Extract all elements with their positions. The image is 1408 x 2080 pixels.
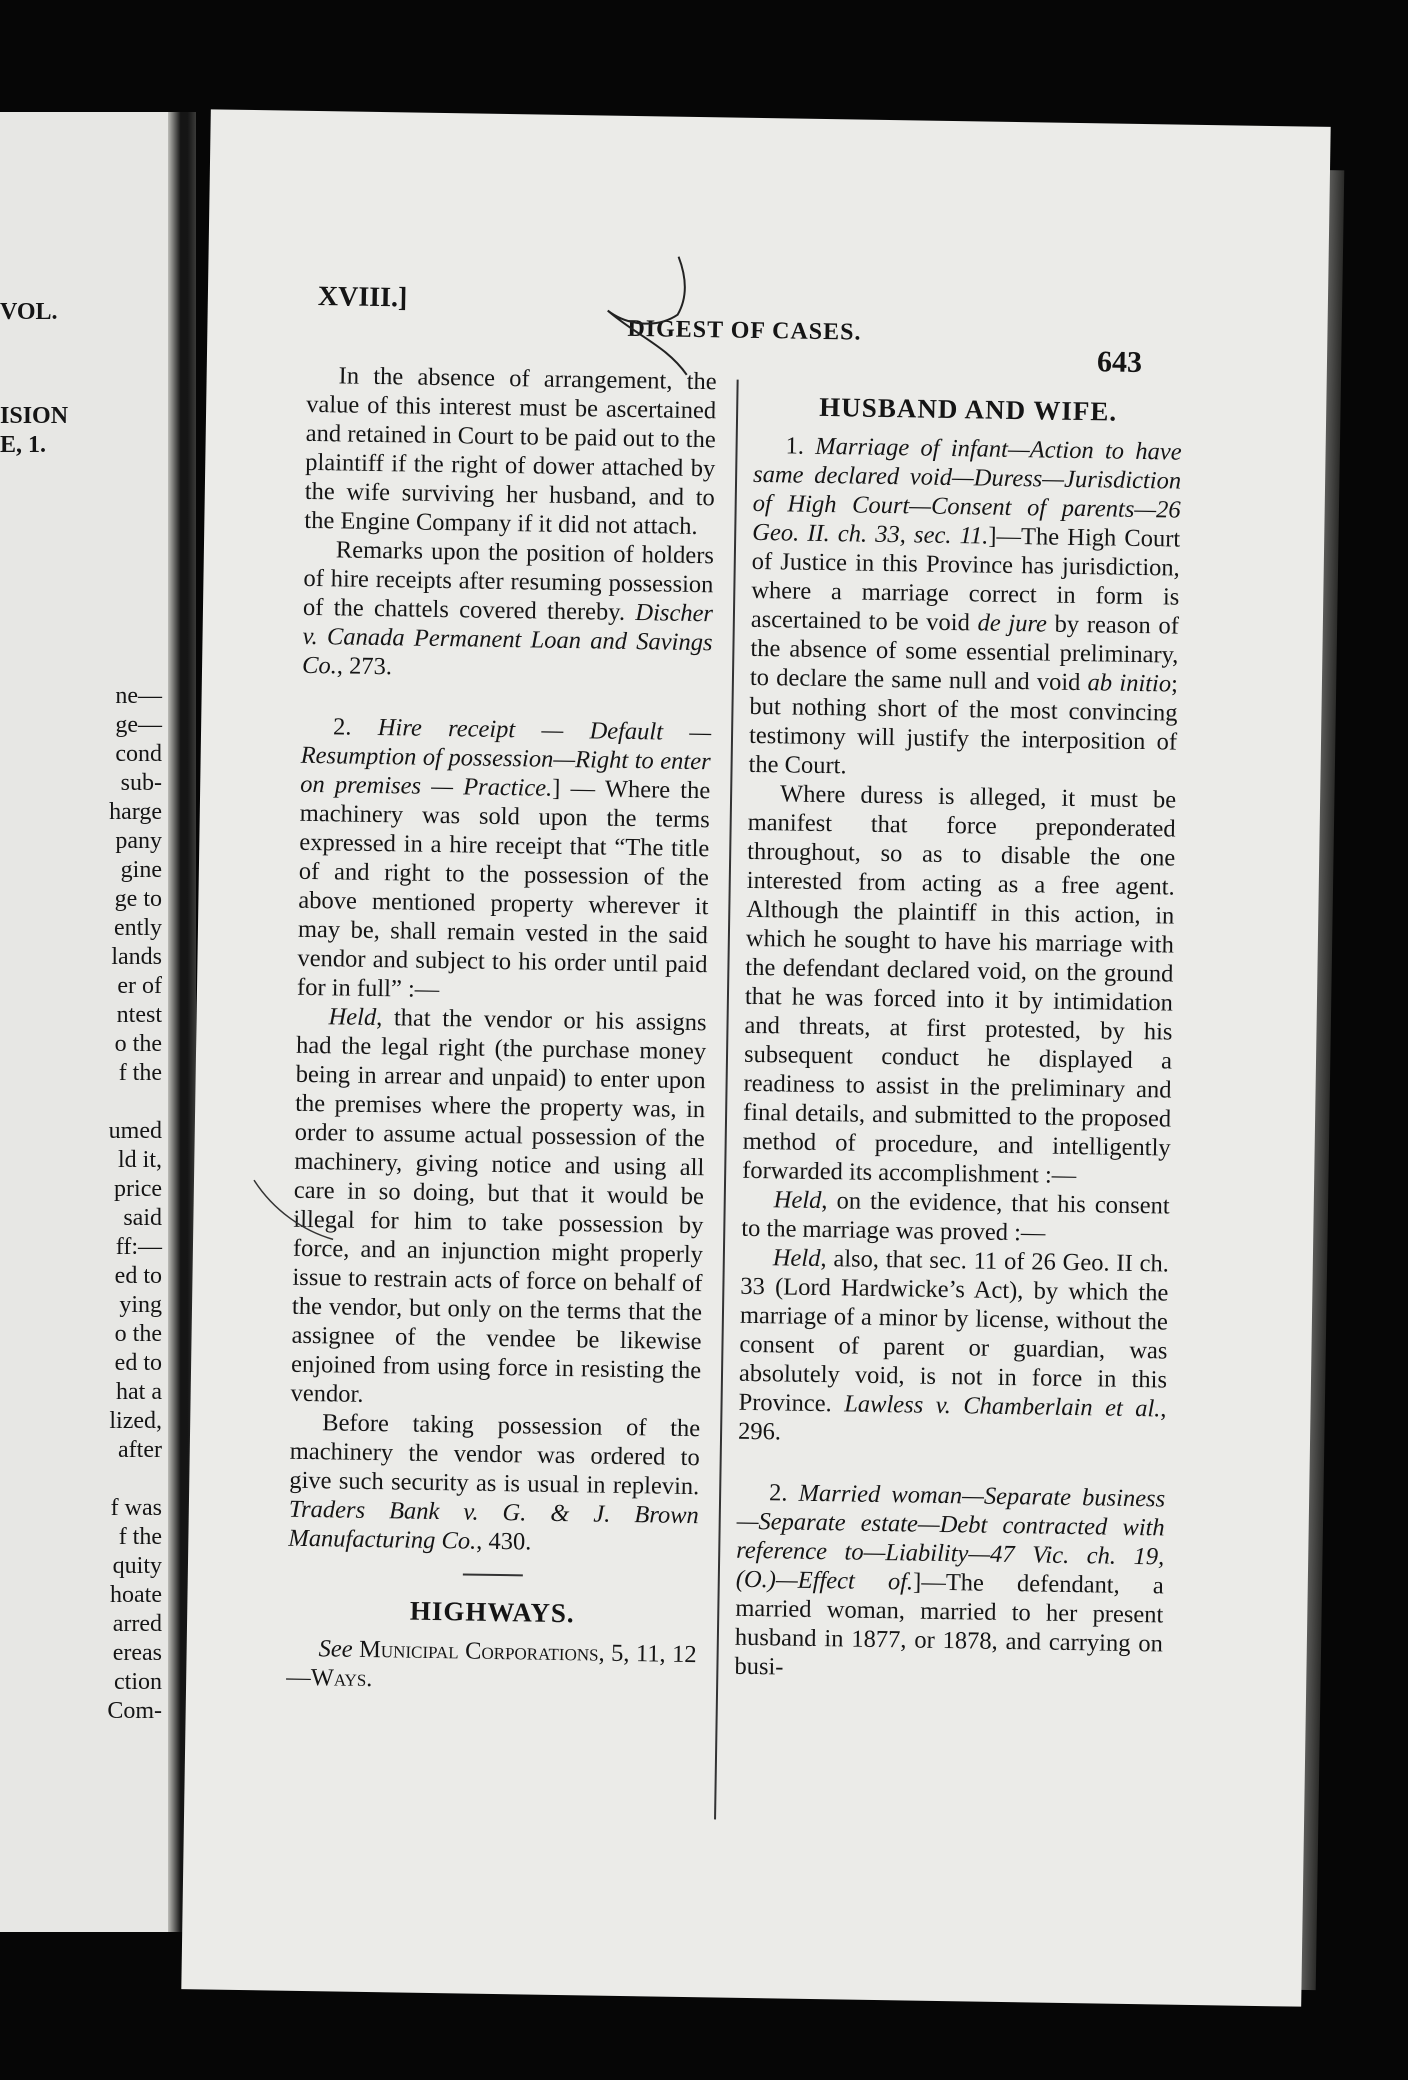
- left-page-line: er of: [117, 973, 162, 999]
- left-page-line: cond: [115, 741, 162, 767]
- left-page-line: arred: [112, 1611, 162, 1637]
- case-citation: Discher v. Canada Permanent Loan and Savings Co.: [301, 599, 714, 680]
- page-number: 643: [1096, 345, 1143, 379]
- cross-ref-numbers: , 5, 11, 12—: [286, 1639, 697, 1692]
- entry-heading: Hire receipt — Default — Resumption of possession—Right to enter on premises — Practice.: [300, 714, 712, 802]
- left-page-line: ction: [114, 1669, 162, 1695]
- right-column: [734, 386, 1182, 1688]
- paragraph-duress: Where duress is alleged, it must be manifest that force preponderated throughout, so as to disable the one interested from acting as a free agent. Although the plaintiff in this action, in which he sought to have his marriage with the defendant declared void, on the ground that he was forced into it by intimidation and threats, at first protested, by his subsequent conduct he displayed a readiness to assist in the preliminary and final details, and submitted to the proposed method of procedure, and intelligently forwarded its accomplishment :—: [742, 780, 1177, 1190]
- left-page-line: f the: [118, 1060, 162, 1086]
- held-label: Held: [328, 1003, 377, 1032]
- running-head-title: DIGEST OF CASES.: [627, 315, 862, 346]
- left-page-line: quity: [112, 1553, 162, 1579]
- left-page-line: pany: [115, 828, 162, 854]
- digest-entry-marriage-infant: [748, 431, 1181, 786]
- left-page-line: ying: [119, 1292, 162, 1318]
- left-page-line: after: [118, 1437, 162, 1463]
- left-page-line: Com-: [107, 1698, 162, 1724]
- left-page-header-line: E, 1.: [0, 432, 47, 458]
- left-page-line: ff:—: [115, 1234, 162, 1260]
- entry-text: ] — Where the machinery was sold upon the terms expressed in a hire receipt that “The title of and right to the possession of the above mentioned property wherever it may be, shall remain vested in the said vendor and subject to his order until paid for in full” :—: [296, 774, 711, 1004]
- left-page-line: ereas: [112, 1640, 162, 1666]
- left-page-line: said: [123, 1205, 162, 1231]
- held-text: , that the vendor or his assigns had the legal right (the purchase money being in arrear and unpaid) to enter upon the premises where the property was, in order to assume actual possession of the machinery, giving notice and using all care in so doing, but that it would be illegal for him to take possession by force, and an injunction might properly issue to restrain acts of force on behalf of the vendor, but only on the terms that the assignee of the vendee be likewise enjoined from using force in resisting the vendor.: [290, 1004, 707, 1408]
- left-page-fragment: [0, 112, 168, 1932]
- section-rule: [463, 1573, 523, 1576]
- left-page-line: ge—: [115, 712, 162, 738]
- left-page-line: price: [114, 1176, 162, 1202]
- left-page-line: lands: [111, 944, 162, 970]
- left-page-text-lines: [107, 682, 162, 1726]
- left-page-line: o the: [114, 1321, 162, 1347]
- cross-ref-ways: Ways: [310, 1664, 367, 1692]
- case-page: , 296.: [737, 1395, 1167, 1446]
- held-text: , on the evidence, that his consent to the marriage was proved :—: [741, 1187, 1170, 1247]
- latin-de-jure: de jure: [977, 609, 1048, 638]
- paragraph-held-also: [738, 1243, 1169, 1453]
- entry-text: ]—The defendant, a married woman, married to her present husband in 1877, or 1878, and carrying on busi-: [734, 1568, 1164, 1681]
- left-page-line: o the: [114, 1031, 162, 1057]
- cross-ref-end: .: [366, 1664, 373, 1693]
- entry-heading: Married woman—Separate business—Separate estate—Debt contracted with reference to—Liability—47 Vic. ch. 19, (O.)—Effect of.: [735, 1479, 1166, 1596]
- left-page-line: gine: [120, 857, 162, 883]
- cross-ref-municipal: Municipal Corporations: [358, 1635, 599, 1667]
- left-page-line: f was: [110, 1495, 162, 1521]
- paragraph-remarks: [302, 535, 714, 686]
- held-text: , also, that sec. 11 of 26 Geo. II ch. 33 (Lord Hardwicke’s Act), by which the marriage of a minor by license, without the consent of parent or guardian, was absolutely void, is not in force in this Province.: [738, 1245, 1170, 1418]
- digest-entry-hire-receipt: [297, 712, 712, 1008]
- section-title-husband-wife: HUSBAND AND WIFE.: [819, 391, 1118, 427]
- entry-number: 1.: [785, 432, 805, 460]
- remarks-text: Remarks upon the position of holders of hire receipts after resuming possession of the chattels covered thereby.: [302, 536, 715, 626]
- entry-text-c: ; but nothing short of the most convincing testimony will justify the interposition of the Court.: [748, 670, 1179, 780]
- see-label: See: [318, 1635, 353, 1663]
- left-page-line: ed to: [114, 1263, 162, 1289]
- left-page-header-line: ISION: [0, 403, 69, 429]
- entry-heading: Marriage of infant—Action to have same declared void—Duress—Jurisdiction of High Court—Consent of parents—26 Geo. II. ch. 33, sec. 11.: [752, 432, 1182, 550]
- left-page-line: harge: [109, 799, 162, 825]
- left-page-line: umed: [108, 1118, 162, 1144]
- left-page-line: ently: [114, 915, 162, 941]
- entry-number: 2.: [332, 713, 352, 741]
- case-page: , 430.: [476, 1527, 532, 1556]
- case-citation: Lawless v. Chamberlain et al.: [844, 1390, 1161, 1423]
- paragraph-before-taking: [288, 1408, 700, 1559]
- left-page-line: lized,: [109, 1408, 162, 1434]
- left-page-line: hat a: [116, 1379, 162, 1405]
- left-page-header: [0, 402, 68, 460]
- paragraph-arrangement: In the absence of arrangement, the value of this interest must be ascertained and retained in Court to be paid out to the plaintiff if the right of dower attached by the wife surviving her husband, and to the Engine Company if it did not attach.: [304, 362, 717, 541]
- entry-number: 2.: [768, 1479, 788, 1507]
- left-page-line: ge to: [114, 886, 162, 912]
- left-page-line: ld it,: [117, 1147, 162, 1173]
- paragraph-held-evidence: [741, 1185, 1170, 1250]
- left-page-line: ne—: [115, 683, 162, 709]
- before-text: Before taking possession of the machinery the vendor was ordered to give such security as is usual in replevin.: [289, 1409, 701, 1501]
- pencil-scribble: [607, 256, 689, 375]
- left-page-line: ntest: [116, 1002, 162, 1028]
- entry-text-a: ]—The High Court of Justice in this Province has jurisdiction, where a marriage correct in form is ascertained to be void: [750, 522, 1181, 637]
- left-page-line: f the: [118, 1524, 162, 1550]
- running-head-volume: XVIII.]: [317, 281, 408, 314]
- left-page-line: [107, 1465, 162, 1494]
- case-page: , 273.: [336, 652, 393, 681]
- left-page-line: hoate: [110, 1582, 162, 1608]
- paragraph-held: [290, 1002, 706, 1414]
- book-page: [181, 109, 1330, 2006]
- digest-entry-married-woman: [734, 1478, 1165, 1688]
- left-column: [286, 361, 717, 1698]
- held-label: Held: [772, 1244, 821, 1273]
- left-page-line: [107, 1088, 162, 1117]
- case-citation: Traders Bank v. G. & J. Brown Manufacturing Co.: [288, 1495, 700, 1555]
- latin-ab-initio: ab initio: [1087, 669, 1172, 698]
- left-page-vol: VOL.: [0, 299, 58, 325]
- entry-text-b: by reason of the absence of some essential preliminary, to declare the same null and void: [749, 610, 1180, 697]
- left-page-line: sub-: [120, 770, 162, 796]
- cross-reference: [286, 1634, 697, 1698]
- left-page-line: ed to: [114, 1350, 162, 1376]
- section-title-highways: HIGHWAYS.: [409, 1595, 575, 1629]
- held-label: Held: [773, 1186, 822, 1215]
